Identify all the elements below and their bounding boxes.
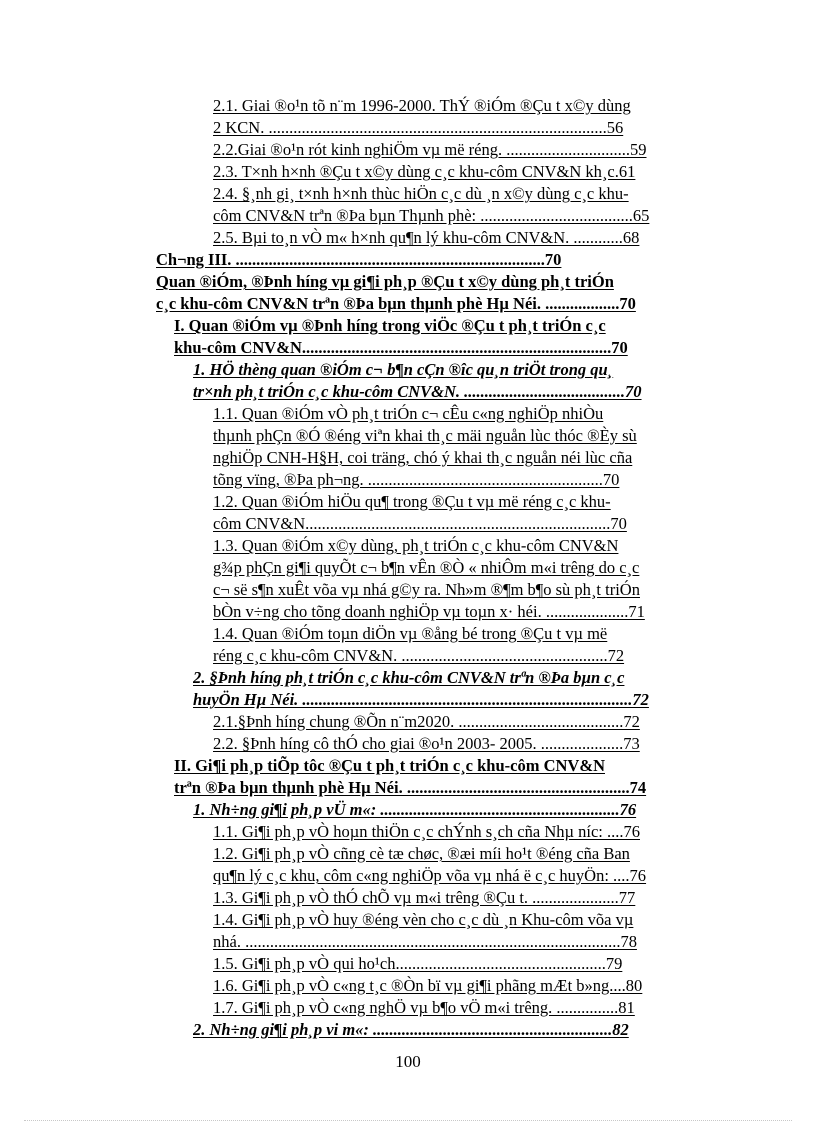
toc-line[interactable]: 1.2. Quan ®iÓm hiÖu qu¶ trong ®Çu t vµ më réng c¸c khu- (213, 492, 611, 511)
toc-chapter-title[interactable]: Quan ®iÓm, ®Þnh híng vµ gi¶i ph¸p ®Çu t x©y dùng ph¸t triÓn (156, 272, 614, 291)
toc-line[interactable]: 1.7. Gi¶i ph¸p vÒ c«ng nghÖ vµ b¶o vÖ m«i trêng. ...............81 (213, 998, 635, 1017)
toc-line[interactable]: tõng vïng, ®Þa ph¬ng. .........................................................70 (213, 470, 620, 489)
toc-line[interactable]: 1.1. Gi¶i ph¸p vÒ hoµn thiÖn c¸c chÝnh s¸ch cña Nhµ níc: ....76 (213, 822, 640, 841)
toc-line[interactable]: 1.4. Gi¶i ph¸p vÒ huy ®éng vèn cho c¸c dù ¸n Khu-côm võa vµ (213, 910, 634, 929)
toc-section-heading[interactable]: I. Quan ®iÓm vµ ®Þnh híng trong viÖc ®Çu t ph¸t triÓn c¸c (174, 316, 606, 335)
toc-line[interactable]: côm CNV&N trªn ®Þa bµn Thµnh phè: .....................................65 (213, 206, 650, 225)
toc-line[interactable]: 1.5. Gi¶i ph¸p vÒ qui ho¹ch...................................................79 (213, 954, 623, 973)
toc-section-heading[interactable]: trªn ®Þa bµn thµnh phè Hµ Néi. ......................................................74 (174, 778, 647, 797)
toc-line[interactable]: thµnh phÇn ®Ó ®éng viªn khai th¸c mäi nguån lùc thóc ®Èy sù (213, 426, 637, 445)
toc-section-heading[interactable]: khu-côm CNV&N...........................................................................70 (174, 338, 628, 357)
toc-subsection-heading[interactable]: 1. Nh÷ng gi¶i ph¸p vÜ m«: ..........................................................76 (193, 800, 637, 819)
toc-line[interactable]: nhá. ...........................................................................................78 (213, 932, 637, 951)
toc-subsection-heading[interactable]: 2. §Þnh híng ph¸t triÓn c¸c khu-côm CNV&N trªn ®Þa bµn c¸c (193, 668, 625, 687)
toc-line[interactable]: 1.3. Quan ®iÓm x©y dùng, ph¸t triÓn c¸c khu-côm CNV&N (213, 536, 619, 555)
toc-line[interactable]: 1.3. Gi¶i ph¸p vÒ thÓ chÕ vµ m«i trêng ®Çu t. .....................77 (213, 888, 636, 907)
toc-line[interactable]: 1.2. Gi¶i ph¸p vÒ cñng cè tæ chøc, ®æi míi ho¹t ®éng cña Ban (213, 844, 630, 863)
page-bottom-divider (24, 1120, 792, 1121)
toc-line[interactable]: réng c¸c khu-côm CNV&N. ..................................................72 (213, 646, 625, 665)
toc-line[interactable]: g¾p phÇn gi¶i quyÕt c¬ b¶n vÊn ®Ò « nhiÔm m«i trêng do c¸c (213, 558, 640, 577)
toc-line[interactable]: 2.1. Giai ®o¹n tõ n¨m 1996-2000. ThÝ ®iÓm ®Çu t x©y dùng (213, 96, 631, 115)
toc-line[interactable]: 2.1.§Þnh híng chung ®Õn n¨m2020. ........................................72 (213, 712, 640, 731)
toc-line[interactable]: 2.2. §Þnh híng cô thÓ cho giai ®o¹n 2003- 2005. ....................73 (213, 734, 640, 753)
toc-subsection-heading[interactable]: 1. HÖ thèng quan ®iÓm c¬ b¶n cÇn ®îc qu¸n triÖt trong qu¸ (193, 360, 614, 379)
toc-line[interactable]: 1.4. Quan ®iÓm toµn diÖn vµ ®ång bé trong ®Çu t vµ më (213, 624, 608, 643)
page-number: 100 (395, 1052, 421, 1071)
toc-chapter-title[interactable]: c¸c khu-côm CNV&N trªn ®Þa bµn thµnh phè Hµ Néi. ..................70 (156, 294, 636, 313)
toc-line[interactable]: 2.5. Bµi to¸n vÒ m« h×nh qu¶n lý khu-côm CNV&N. ............68 (213, 228, 640, 247)
toc-subsection-heading[interactable]: huyÖn Hµ Néi. ................................................................................72 (193, 690, 649, 709)
toc-line[interactable]: 1.6. Gi¶i ph¸p vÒ c«ng t¸c ®Òn bï vµ gi¶i phãng mÆt b»ng....80 (213, 976, 643, 995)
toc-line[interactable]: c¬ së s¶n xuÊt võa vµ nhá g©y ra. Nh»m ®¶m b¶o sù ph¸t triÓn (213, 580, 640, 599)
toc-subsection-heading[interactable]: 2. Nh÷ng gi¶i ph¸p vi m«: ..........................................................82 (193, 1020, 629, 1039)
toc-line[interactable]: 1.1. Quan ®iÓm vÒ ph¸t triÓn c¬ cÊu c«ng nghiÖp nhiÒu (213, 404, 604, 423)
toc-line[interactable]: 2.3. T×nh h×nh ®Çu t x©y dùng c¸c khu-côm CNV&N kh¸c.61 (213, 162, 636, 181)
toc-line[interactable]: 2 KCN. ..................................................................................56 (213, 118, 624, 137)
toc-section-heading[interactable]: II. Gi¶i ph¸p tiÕp tôc ®Çu t ph¸t triÓn c¸c khu-côm CNV&N (174, 756, 605, 775)
toc-line[interactable]: 2.2.Giai ®o¹n rót kinh nghiÖm vµ më réng. ..............................59 (213, 140, 647, 159)
toc-subsection-heading[interactable]: tr×nh ph¸t triÓn c¸c khu-côm CNV&N. .......................................70 (193, 382, 642, 401)
toc-line[interactable]: bÒn v÷ng cho tõng doanh nghiÖp vµ toµn x· héi. ....................71 (213, 602, 645, 621)
toc-line[interactable]: qu¶n lý c¸c khu, côm c«ng nghiÖp võa vµ nhá ë c¸c huyÖn: ....76 (213, 866, 647, 885)
toc-chapter-heading[interactable]: Ch¬ng III. ...........................................................................70 (156, 250, 562, 269)
toc-line[interactable]: nghiÖp CNH-H§H, coi träng, chó ý khai th¸c nguån néi lùc cña (213, 448, 633, 467)
toc-line[interactable]: côm CNV&N..........................................................................70 (213, 514, 627, 533)
toc-line[interactable]: 2.4. §¸nh gi¸ t×nh h×nh thùc hiÖn c¸c dù ¸n x©y dùng c¸c khu- (213, 184, 629, 203)
